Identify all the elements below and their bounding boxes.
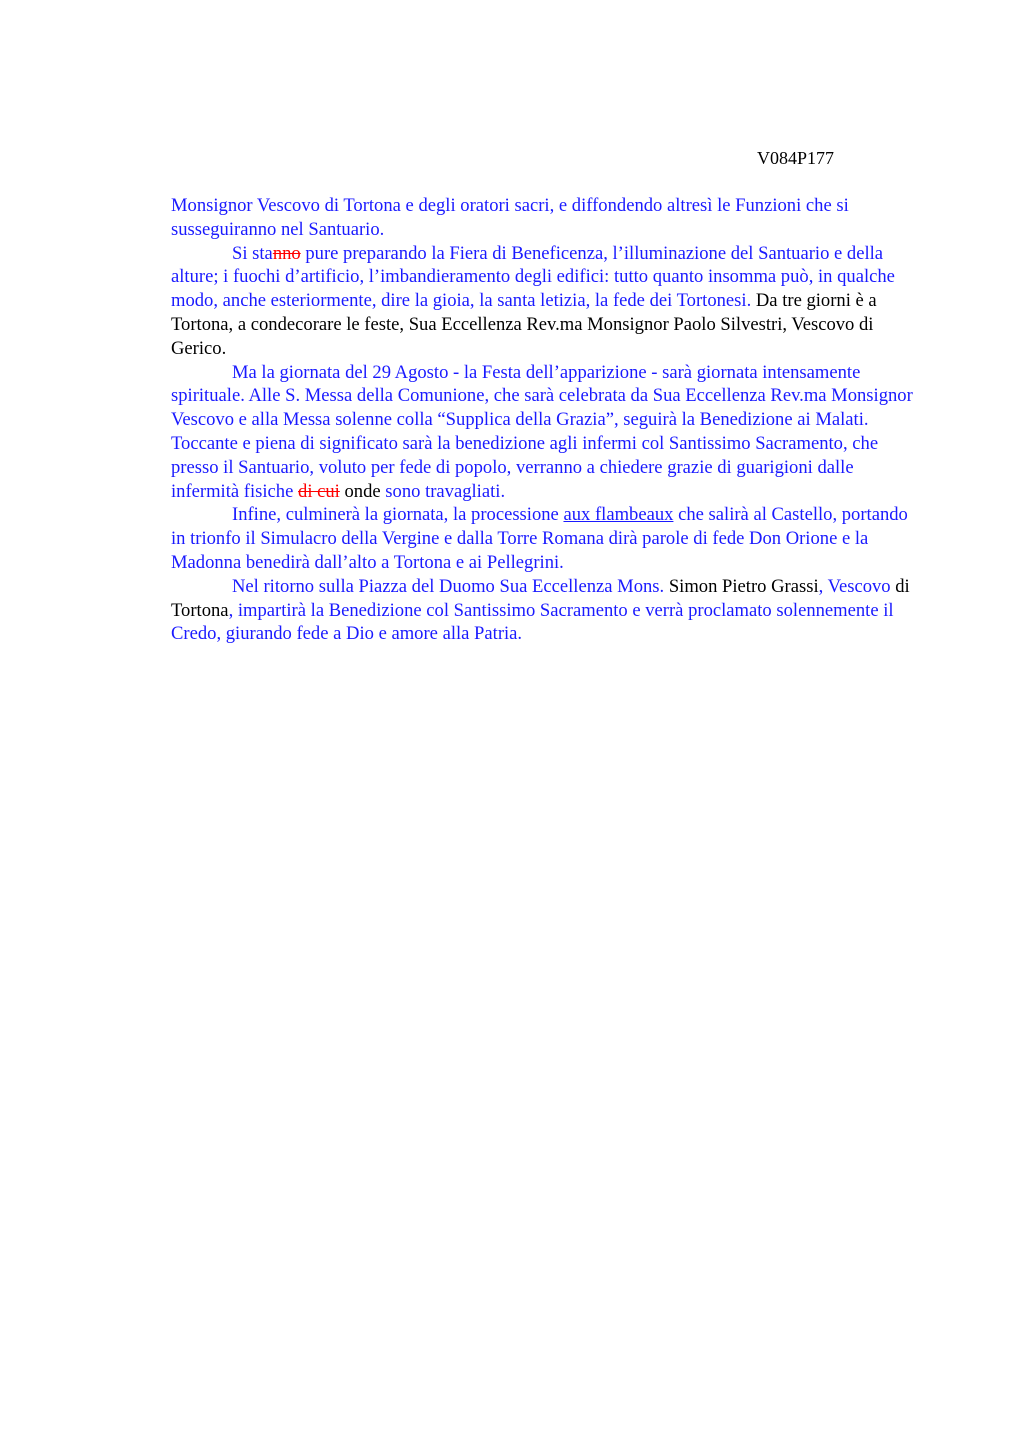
deleted-text-run: di cui <box>298 480 340 502</box>
deleted-text-run: nno <box>272 242 301 264</box>
original-text-run: di Tortona <box>171 575 910 621</box>
original-text-run: Simon Pietro Grassi <box>664 575 819 597</box>
paragraph-5 <box>171 575 916 646</box>
paragraph-3 <box>171 361 916 504</box>
text-run: pure preparando la Fiera di Beneficenza, l’illuminazione del Santuario e della alture; i fuochi d’artificio, l’imbandieramento degli edifici: tutto quanto insomma può, in qualche modo, anche esteriormente, dire la gioia, la santa letizia, la fede dei Tortonesi. <box>171 242 895 312</box>
page-code: V084P177 <box>757 148 835 168</box>
text-run: sono travagliati. <box>380 480 506 502</box>
text-run: Nel ritorno sulla Piazza del Duomo Sua Eccellenza Mons. <box>232 575 665 597</box>
text-run: Ma la giornata del 29 Agosto - la Festa dell’apparizione - sarà giornata intensamente spirituale. Alle S. Messa della Comunione, che sarà celebrata da Sua Eccellenza Rev.ma Monsignor Vescovo e alla Messa solenne colla “Supplica della Grazia”, seguirà la Benedizione ai Malati. Toccante e piena di significato sarà la benedizione agli infermi col Santissimo Sacramento, che presso il Santuario, voluto per fede di popolo, verranno a chiedere grazie di guarigioni dalle infermità fisiche <box>171 361 913 502</box>
paragraph-1 <box>171 194 916 242</box>
text-run: , Vescovo <box>818 575 891 597</box>
text-run: Si sta <box>232 242 273 264</box>
document-body <box>171 194 916 646</box>
paragraph-4 <box>171 503 916 574</box>
underlined-text-run: aux flambeaux <box>563 504 674 526</box>
text-run: Monsignor Vescovo di Tortona e degli oratori sacri, e diffondendo altresì le Funzioni che si susseguiranno nel Santuario. <box>171 195 849 240</box>
paragraph-2 <box>171 242 916 361</box>
text-run: che salirà al Castello, portando in trionfo il Simulacro della Vergine e dalla Torre Romana dirà parole di fede Don Orione e la Madonna benedirà dall’alto a Tortona e ai Pellegrini. <box>171 504 908 573</box>
text-run: , impartirà la Benedizione col Santissimo Sacramento e verrà proclamato solennemente il Credo, giurando fede a Dio e amore alla Patria. <box>171 599 894 645</box>
original-text-run: Da tre giorni è a Tortona, a condecorare le feste, Sua Eccellenza Rev.ma Monsignor Paolo Silvestri, Vescovo di Gerico. <box>171 290 877 359</box>
original-text-run: onde <box>339 480 381 502</box>
text-run: Infine, culminerà la giornata, la processione <box>232 504 564 526</box>
